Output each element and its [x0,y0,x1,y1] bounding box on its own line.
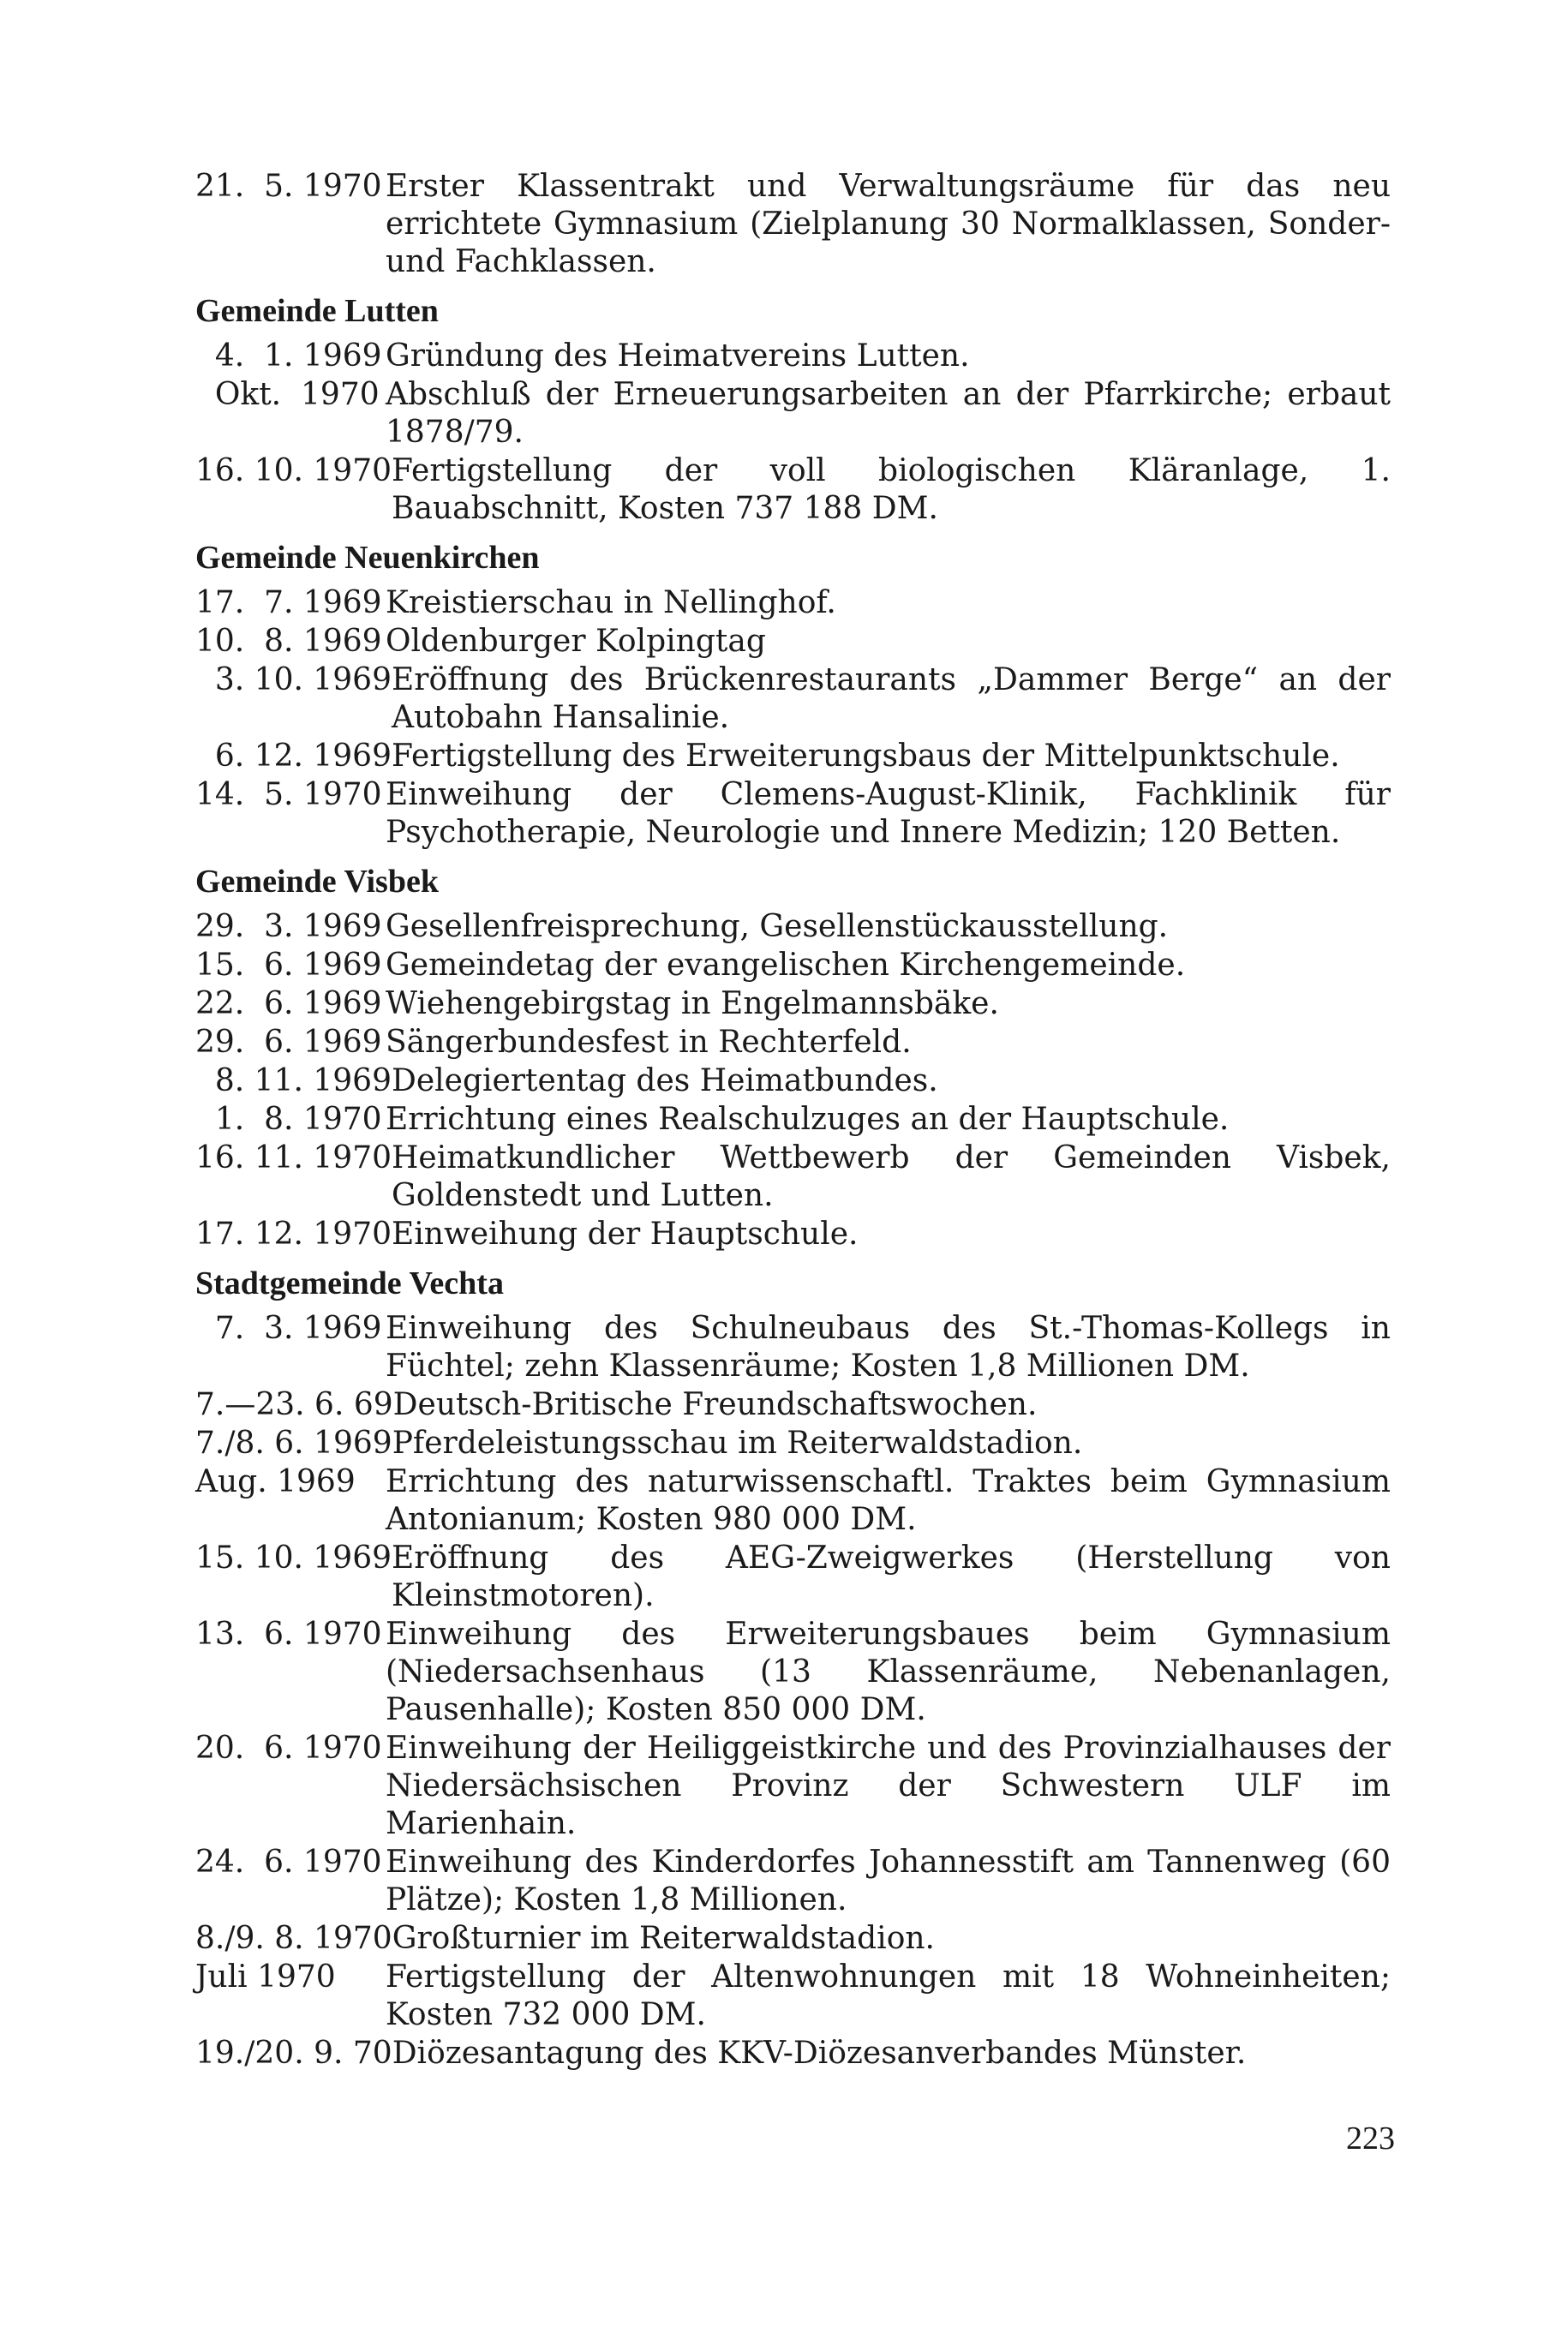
entry-date: 8./9. 8. 1970 [195,1921,392,1956]
entry-text: Gemeindetag der evangelischen Kirchengemeinde. [386,948,1186,983]
entry-text: Wiehengebirgstag in Engelmannsbäke. [386,986,999,1021]
chronicle-entry [195,2035,1391,2073]
entry-date: 22. 6. 1969 [195,986,382,1021]
chronicle-entry [195,738,1391,775]
chronicle-section [195,862,1391,1253]
chronicle-entry [195,1920,1391,1958]
entry-date: 16. 11. 1970 [195,1140,392,1175]
chronicle-entry [195,1062,1391,1100]
entry-text: Fertigstellung der voll biologischen Kläranlage, 1. Bauabschnitt, Kosten 737 188 DM. [392,453,1391,526]
chronicle-entry [195,338,1391,375]
chronicle-section [195,538,1391,852]
entry-text: Einweihung der Heiliggeistkirche und des Provinzialhauses der Niedersächsischen Provinz der Schwestern ULF im Marienhain. [386,1731,1391,1841]
entry-text: Abschluß der Erneuerungsarbeiten an der Pfarrkirche; erbaut 1878/79. [386,377,1391,450]
entry-date: 7./8. 6. 1969 [195,1426,392,1461]
chronicle-entry [195,1616,1391,1729]
entry-text: Eröffnung des Brückenrestaurants „Dammer Berge“ an der Autobahn Hansalinie. [392,662,1391,735]
chronicle-entry [195,1730,1391,1843]
entry-text: Einweihung der Hauptschule. [392,1217,859,1252]
chronicle-section [195,291,1391,528]
entry-text: Gesellenfreisprechung, Gesellenstückausstellung. [386,909,1169,944]
entry-date: 7.—23. 6. 69 [195,1387,393,1422]
entry-text: Einweihung des Erweiterungsbaues beim Gymnasium (Niedersachsenhaus (13 Klassenräume, Nebenanlagen, Pausenhalle); Kosten 850 000 DM. [386,1617,1391,1727]
chronicle-entry [195,1216,1391,1253]
chronicle-entry [195,1024,1391,1062]
entry-text: Eröffnung des AEG-Zweigwerkes (Herstellung von Kleinstmotoren). [392,1540,1391,1613]
entry-text: Deutsch-Britische Freundschaftswochen. [392,1387,1038,1422]
chronicle-entry [195,1101,1391,1139]
entry-date: 1. 8. 1970 [195,1102,382,1137]
entry-date: 16. 10. 1970 [195,453,392,488]
entry-date: 29. 6. 1969 [195,1025,382,1060]
entry-text: Heimatkundlicher Wettbewerb der Gemeinden Visbek, Goldenstedt und Lutten. [392,1140,1391,1213]
entry-text: Fertigstellung des Erweiterungsbaus der Mittelpunktschule. [392,739,1340,774]
section-heading: Stadtgemeinde Vechta [195,1265,504,1301]
entry-date: 6. 12. 1969 [195,739,392,774]
chronicle-entry [195,776,1391,852]
chronicle-entry [195,584,1391,622]
chronicle-entry [195,1844,1391,1919]
entry-date: 29. 3. 1969 [195,909,382,944]
section-heading: Gemeinde Lutten [195,293,439,329]
entry-text: Oldenburger Kolpingtag [386,624,766,659]
entry-text: Großturnier im Reiterwaldstadion. [392,1921,935,1956]
entry-date: 19./20. 9. 70 [195,2036,392,2071]
chronicle-entry [195,1425,1391,1463]
entry-date: 20. 6. 1970 [195,1731,382,1766]
entry-date: 17. 12. 1970 [195,1217,392,1252]
chronicle-entry [195,661,1391,737]
section-heading: Gemeinde Neuenkirchen [195,540,540,576]
chronicle-entry [195,1140,1391,1215]
entry-date: 7. 3. 1969 [195,1311,382,1346]
entry-date: 24. 6. 1970 [195,1845,382,1880]
entry-text: Errichtung eines Realschulzuges an der Hauptschule. [386,1102,1230,1137]
entry-date: 21. 5. 1970 [195,169,382,204]
entry-date: 8. 11. 1969 [195,1063,392,1098]
chronicle-entry [195,1386,1391,1424]
chronicle-section [195,168,1391,281]
entry-text: Delegiertentag des Heimatbundes. [392,1063,938,1098]
entry-date: 3. 10. 1969 [195,662,392,697]
chronicle-entry [195,985,1391,1023]
entry-date: 15. 10. 1969 [195,1540,392,1576]
entry-text: Einweihung der Clemens-August-Klinik, Fachklinik für Psychotherapie, Neurologie und Innere Medizin; 120 Betten. [386,777,1391,850]
entry-date: 10. 8. 1969 [195,624,382,659]
chronicle-entry [195,1540,1391,1615]
chronicle-entry [195,1310,1391,1385]
chronicle-entry [195,168,1391,281]
entry-text: Errichtung des naturwissenschaftl. Traktes beim Gymnasium Antonianum; Kosten 980 000 DM. [386,1464,1391,1537]
entry-text: Kreistierschau in Nellinghof. [386,585,836,620]
chronicle-entry [195,1463,1391,1539]
chronicle-entry [195,908,1391,946]
entry-date: 17. 7. 1969 [195,585,382,620]
chronicle-entry [195,1959,1391,2034]
entry-date: 4. 1. 1969 [195,338,382,374]
chronicle-entry [195,623,1391,661]
entry-text: Einweihung des Schulneubaus des St.-Thomas-Kollegs in Füchtel; zehn Klassenräume; Kosten 1,8 Millionen DM. [386,1311,1391,1384]
entry-text: Erster Klassentrakt und Verwaltungsräume für das neu errichtete Gymnasium (Zielplanung 30 Normalklassen, Sonder- und Fachklassen. [386,169,1391,279]
entry-date: Juli 1970 [195,1959,336,1995]
entry-date: 13. 6. 1970 [195,1617,382,1652]
page-number: 223 [1346,2121,1395,2157]
chronicle-entry [195,947,1391,984]
entry-date: Okt. 1970 [195,377,380,412]
entry-date: 15. 6. 1969 [195,948,382,983]
entry-text: Pferdeleistungsschau im Reiterwaldstadion. [392,1426,1083,1461]
section-heading: Gemeinde Visbek [195,864,439,900]
entry-text: Fertigstellung der Altenwohnungen mit 18 Wohneinheiten; Kosten 732 000 DM. [386,1959,1391,2032]
chronicle-page [195,168,1391,2073]
chronicle-entry [195,452,1391,528]
entry-date: 14. 5. 1970 [195,777,382,812]
chronicle-entry [195,376,1391,452]
entry-text: Einweihung des Kinderdorfes Johannesstift am Tannenweg (60 Plätze); Kosten 1,8 Millionen. [386,1845,1391,1917]
entry-date: Aug. 1969 [195,1464,356,1499]
entry-text: Diözesantagung des KKV-Diözesanverbandes Münster. [392,2036,1247,2071]
chronicle-section [195,1264,1391,2073]
entry-text: Sängerbundesfest in Rechterfeld. [386,1025,912,1060]
entry-text: Gründung des Heimatvereins Lutten. [386,338,970,374]
